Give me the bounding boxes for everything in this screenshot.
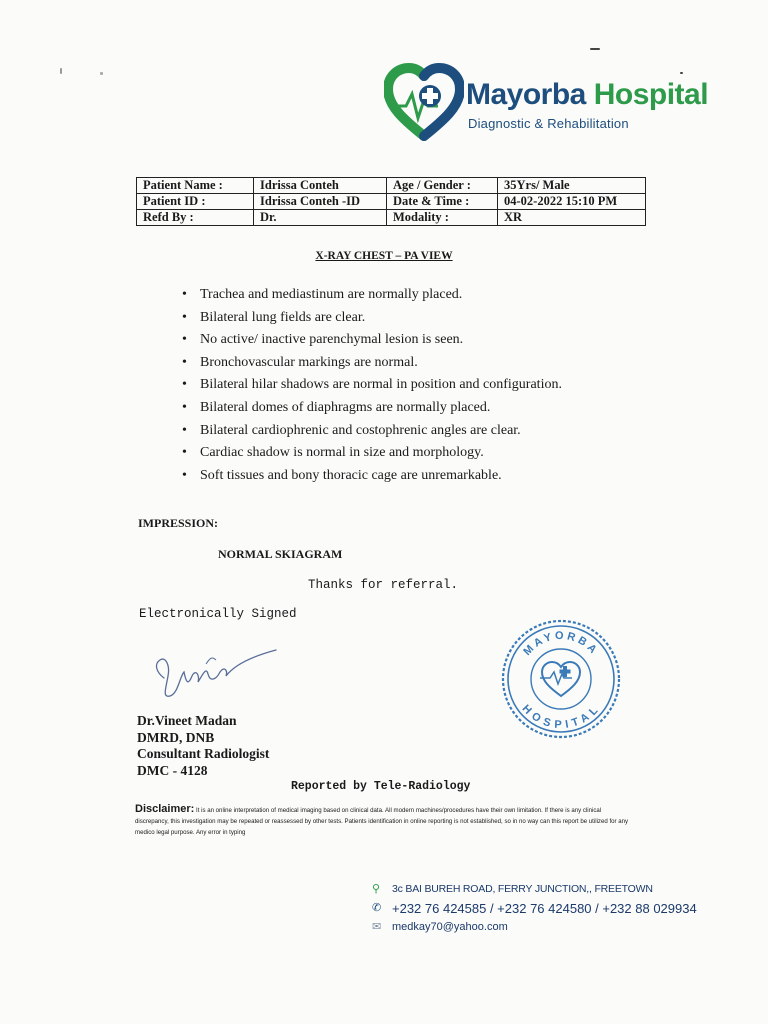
svg-text:HOSPITAL <box>519 703 602 732</box>
patient-id-label: Patient ID : <box>137 194 254 210</box>
map-pin-icon: ⚲ <box>372 883 380 895</box>
doctor-role: Consultant Radiologist <box>137 746 270 761</box>
impression-value: NORMAL SKIAGRAM <box>218 547 343 561</box>
heart-cross-logo-icon <box>384 62 464 142</box>
stamp-bottom-text: HOSPITAL <box>519 702 603 732</box>
mail-icon: ✉ <box>372 921 382 933</box>
contact-block <box>370 880 697 937</box>
stamp-heart-icon <box>540 662 580 696</box>
table-row <box>137 178 646 194</box>
report-title: X-RAY CHEST – PA VIEW <box>315 250 453 262</box>
address-text: 3c BAI BUREH ROAD, FERRY JUNCTION,, FREETOWN <box>392 883 653 895</box>
scan-mark <box>590 48 600 50</box>
findings-list <box>178 284 562 487</box>
disclaimer-text: It is an online interpretation of medical imaging based on clinical data. All modern machines/procedures have their own limitation. If there is any clinical discrepancy, this investigation may be repeated or reassessed by other tests. Patients identification in online reporting is not established, so in no way can this report be utilized for any medico legal purpose. Any error in typing <box>135 807 629 836</box>
impression-label: IMPRESSION: <box>138 516 219 530</box>
patient-name-value: Idrissa Conteh <box>254 178 387 194</box>
modality-label: Modality : <box>387 210 498 226</box>
list-item: • Bronchovascular markings are normal. <box>178 352 562 375</box>
email-row <box>370 918 697 937</box>
patient-id-value: Idrissa Conteh -ID <box>254 194 387 210</box>
list-item: • Trachea and mediastinum are normally placed. <box>178 284 562 307</box>
age-gender-value: 35Yrs/ Male <box>498 178 646 194</box>
disclaimer-label: Disclaimer: <box>135 803 195 815</box>
thanks-text: Thanks for referral. <box>308 578 459 592</box>
hospital-name-part1: Mayorba <box>466 78 586 111</box>
hospital-logo <box>384 62 709 142</box>
list-item: • Bilateral hilar shadows are normal in position and configuration. <box>178 374 562 397</box>
refd-by-label: Refd By : <box>137 210 254 226</box>
doctor-degrees: DMRD, DNB <box>137 729 215 745</box>
scan-mark <box>60 68 62 74</box>
table-row <box>137 194 646 210</box>
list-item: • Bilateral cardiophrenic and costophrenic angles are clear. <box>178 420 562 443</box>
modality-value: XR <box>498 210 646 226</box>
list-item: • Bilateral domes of diaphragms are normally placed. <box>178 397 562 420</box>
hospital-name-part2: Hospital <box>593 78 709 111</box>
list-item: • Bilateral lung fields are clear. <box>178 307 562 330</box>
doctor-name: Dr.Vineet Madan <box>137 713 237 728</box>
reported-by: Reported by Tele-Radiology <box>291 780 471 793</box>
table-row <box>137 210 646 226</box>
date-time-value: 04-02-2022 15:10 PM <box>498 194 646 210</box>
scan-mark <box>680 72 683 74</box>
hospital-name <box>466 78 708 112</box>
patient-info-table <box>136 177 646 226</box>
phone-row <box>370 899 697 918</box>
date-time-label: Date & Time : <box>387 194 498 210</box>
hospital-tagline: Diagnostic & Rehabilitation <box>468 116 629 131</box>
scan-mark <box>100 72 103 75</box>
disclaimer <box>135 804 635 838</box>
doctor-registration: DMC - 4128 <box>137 762 208 778</box>
email-text: medkay70@yahoo.com <box>392 921 508 933</box>
patient-name-label: Patient Name : <box>137 178 254 194</box>
hospital-stamp <box>500 618 622 740</box>
doctor-block <box>137 713 269 779</box>
handwritten-signature <box>146 636 286 706</box>
electronic-signature-note: Electronically Signed <box>139 607 297 621</box>
refd-by-value: Dr. <box>254 210 387 226</box>
list-item: • Cardiac shadow is normal in size and morphology. <box>178 442 562 465</box>
address-row <box>370 880 697 899</box>
age-gender-label: Age / Gender : <box>387 178 498 194</box>
list-item: • Soft tissues and bony thoracic cage are unremarkable. <box>178 465 562 488</box>
phone-text: +232 76 424585 / +232 76 424580 / +232 88 029934 <box>392 901 697 916</box>
stamp-top-text: MAYORBA <box>521 629 601 658</box>
phone-icon: ✆ <box>372 902 382 914</box>
list-item: • No active/ inactive parenchymal lesion is seen. <box>178 329 562 352</box>
